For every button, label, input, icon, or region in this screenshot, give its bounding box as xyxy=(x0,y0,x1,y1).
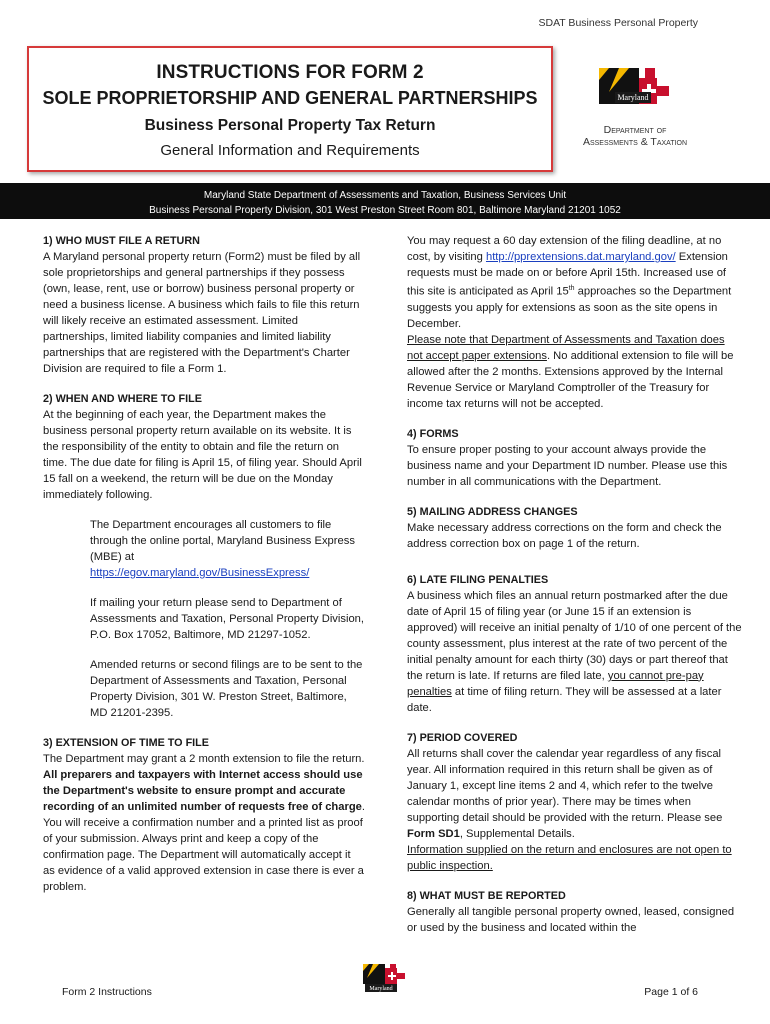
period-text-b: , Supplemental Details. xyxy=(459,827,575,840)
paper-extension-rest: . No additional extension to file will be allowed after the 2 months. Extensions approved by the Internal Revenue Service or Maryland Comptroller of the Treasury for income tax returns will not be accepted. xyxy=(407,349,734,410)
period-covered-text xyxy=(407,746,742,842)
return-title: Business Personal Property Tax Return xyxy=(144,117,436,134)
penalty-text-a: A business which files an annual return postmarked after the due date of April 15 of filing year (or June 15 if an extension is approved) will receive an initial penalty of 1/10 of one percent of the county assessment, plus interest at the rate of two percent of the initial penalty amount for each thirty (30) days or part thereof that the return is late. If returns are filed late, xyxy=(407,589,742,682)
forms-text: To ensure proper posting to your account always provide the business name and your Department ID number. Please use this number in all communications with the Department. xyxy=(407,443,728,488)
logo-wordmark: Maryland xyxy=(617,93,649,102)
footer-maryland-logo xyxy=(361,962,409,999)
section-heading-forms: 4) FORMS xyxy=(407,427,459,440)
penalty-text-b: at time of filing return. They will be assessed at a later date. xyxy=(407,685,722,714)
extensions-link[interactable]: http://pprextensions.dat.maryland.gov/ xyxy=(485,251,676,263)
ext-text-a: You may request a 60 day extension of the filing deadline, at no cost, by visiting xyxy=(407,235,722,263)
extension-bold-span: All preparers and taxpayers with Internet access should use the Department's website to ensure prompt and accurate recording of an unlimited number of requests free of charge xyxy=(43,769,363,813)
paper-extension-text xyxy=(407,332,742,412)
section-heading-who-must-file: 1) WHO MUST FILE A RETURN xyxy=(43,235,200,247)
form-sd1-ref: Form SD1 xyxy=(407,827,460,840)
section-heading-period-covered: 7) PERIOD COVERED xyxy=(407,731,518,744)
prepay-note: you cannot pre-pay penalties xyxy=(407,669,704,698)
address-changes-text: Make necessary address corrections on the form and check the address correction box on page 1 of the return. xyxy=(407,521,722,550)
mbe-text: The Department encourages all customers to file through the online portal, Maryland Business Express (MBE) at xyxy=(90,519,355,563)
left-column xyxy=(43,233,365,895)
section-heading-late-penalties: 6) LATE FILING PENALTIES xyxy=(407,573,549,586)
dept-name-line2: Assessments & Taxation xyxy=(582,136,688,148)
what-reported-text: Generally all tangible personal property owned, leased, consigned or used by the business and located within the xyxy=(407,905,735,934)
dept-name-line1: Department of xyxy=(603,124,667,136)
extension-request-text xyxy=(407,233,742,332)
section-title: General Information and Requirements xyxy=(160,142,420,159)
running-header: SDAT Business Personal Property xyxy=(538,17,698,29)
footer-logo-word: Maryland xyxy=(369,986,393,992)
banner-line2: Business Personal Property Division, 301 West Preston Street Room 801, Baltimore Maryland 21201 1052 xyxy=(149,205,621,216)
agency-banner xyxy=(0,183,770,219)
period-text-a: All returns shall cover the calendar year regardless of any fiscal year. All information required in this return shall be given as of January 1, except line items 2 and 4, which refer to the twelve calendar months of prior year). There may be times when supporting detail should be provided with the return. Please see xyxy=(407,747,723,824)
title-box xyxy=(27,46,553,172)
right-column xyxy=(407,233,742,936)
banner-line1: Maryland State Department of Assessments and Taxation, Business Services Unit xyxy=(203,190,567,201)
section-heading-extension: 3) EXTENSION OF TIME TO FILE xyxy=(43,737,209,749)
extension-text: The Department may grant a 2 month extension to file the return. xyxy=(43,753,365,765)
section-text-who-must-file: A Maryland personal property return (Form2) must be filed by all sole proprietorships and general partnerships if they possess (own, lease, rent, use or borrow) business personal property or need a business license. A business which fails to file this return will likely receive an estimated assessment. Limited partnerships, limited liability companies and limited liability partnerships that are registered with the Department's Charter Division are required to file a Form 1. xyxy=(43,251,361,375)
ext-sup: th xyxy=(568,285,575,292)
confirmation-text: You will receive a confirmation number and a printed list as proof of your submission. Always print and keep a copy of the confirmation page. The Department will automatically accept it as evidence of a valid approved extension in case there is ever a problem. xyxy=(43,817,364,893)
late-penalties-text xyxy=(407,588,742,716)
form-subtitle: SOLE PROPRIETORSHIP AND GENERAL PARTNERSHIPS xyxy=(42,88,538,108)
sdat-logo xyxy=(570,66,700,150)
mbe-link[interactable]: https://egov.maryland.gov/BusinessExpress/ xyxy=(90,567,310,579)
paper-extension-note: Please note that Department of Assessments and Taxation does not accept paper extensions xyxy=(407,333,725,362)
amended-text: Amended returns or second filings are to be sent to the Department of Assessments and Taxation, Personal Property Division, 301 W. Preston Street, Baltimore, MD 21201-2395. xyxy=(90,659,363,719)
ext-text-b: Extension requests must be made on or before April 15th. Increased use of this site is anticipated as April 15 xyxy=(407,251,728,298)
ext-text-c: approaches so the Department suggests you apply for extensions as soon as the site opens in December. xyxy=(407,285,732,330)
extension-bold-text xyxy=(43,767,365,815)
period-span: . xyxy=(361,801,366,813)
page-number: Page 1 of 6 xyxy=(644,986,698,998)
mailing-text: If mailing your return please send to Department of Assessments and Taxation, Personal Property Division, P.O. Box 17052, Baltimore, MD 21297-1052. xyxy=(90,597,365,641)
maryland-flag-icon xyxy=(595,66,675,122)
confidentiality-note: Information supplied on the return and enclosures are not open to public inspection. xyxy=(407,843,732,872)
section-heading-when-where: 2) WHEN AND WHERE TO FILE xyxy=(43,393,202,405)
form-title: INSTRUCTIONS FOR FORM 2 xyxy=(156,62,424,83)
section-heading-what-reported: 8) WHAT MUST BE REPORTED xyxy=(407,889,566,902)
footer-doc-name: Form 2 Instructions xyxy=(62,986,152,998)
section-heading-address-changes: 5) MAILING ADDRESS CHANGES xyxy=(407,505,578,518)
section-text-when-where: At the beginning of each year, the Department makes the business personal property return available on its website. It is the responsibility of the entity to obtain and file the return on time. The due date for filing is April 15, of filing year. Should April 15 fall on a weekend, the return will be due on the Monday immediately following. xyxy=(43,409,362,501)
